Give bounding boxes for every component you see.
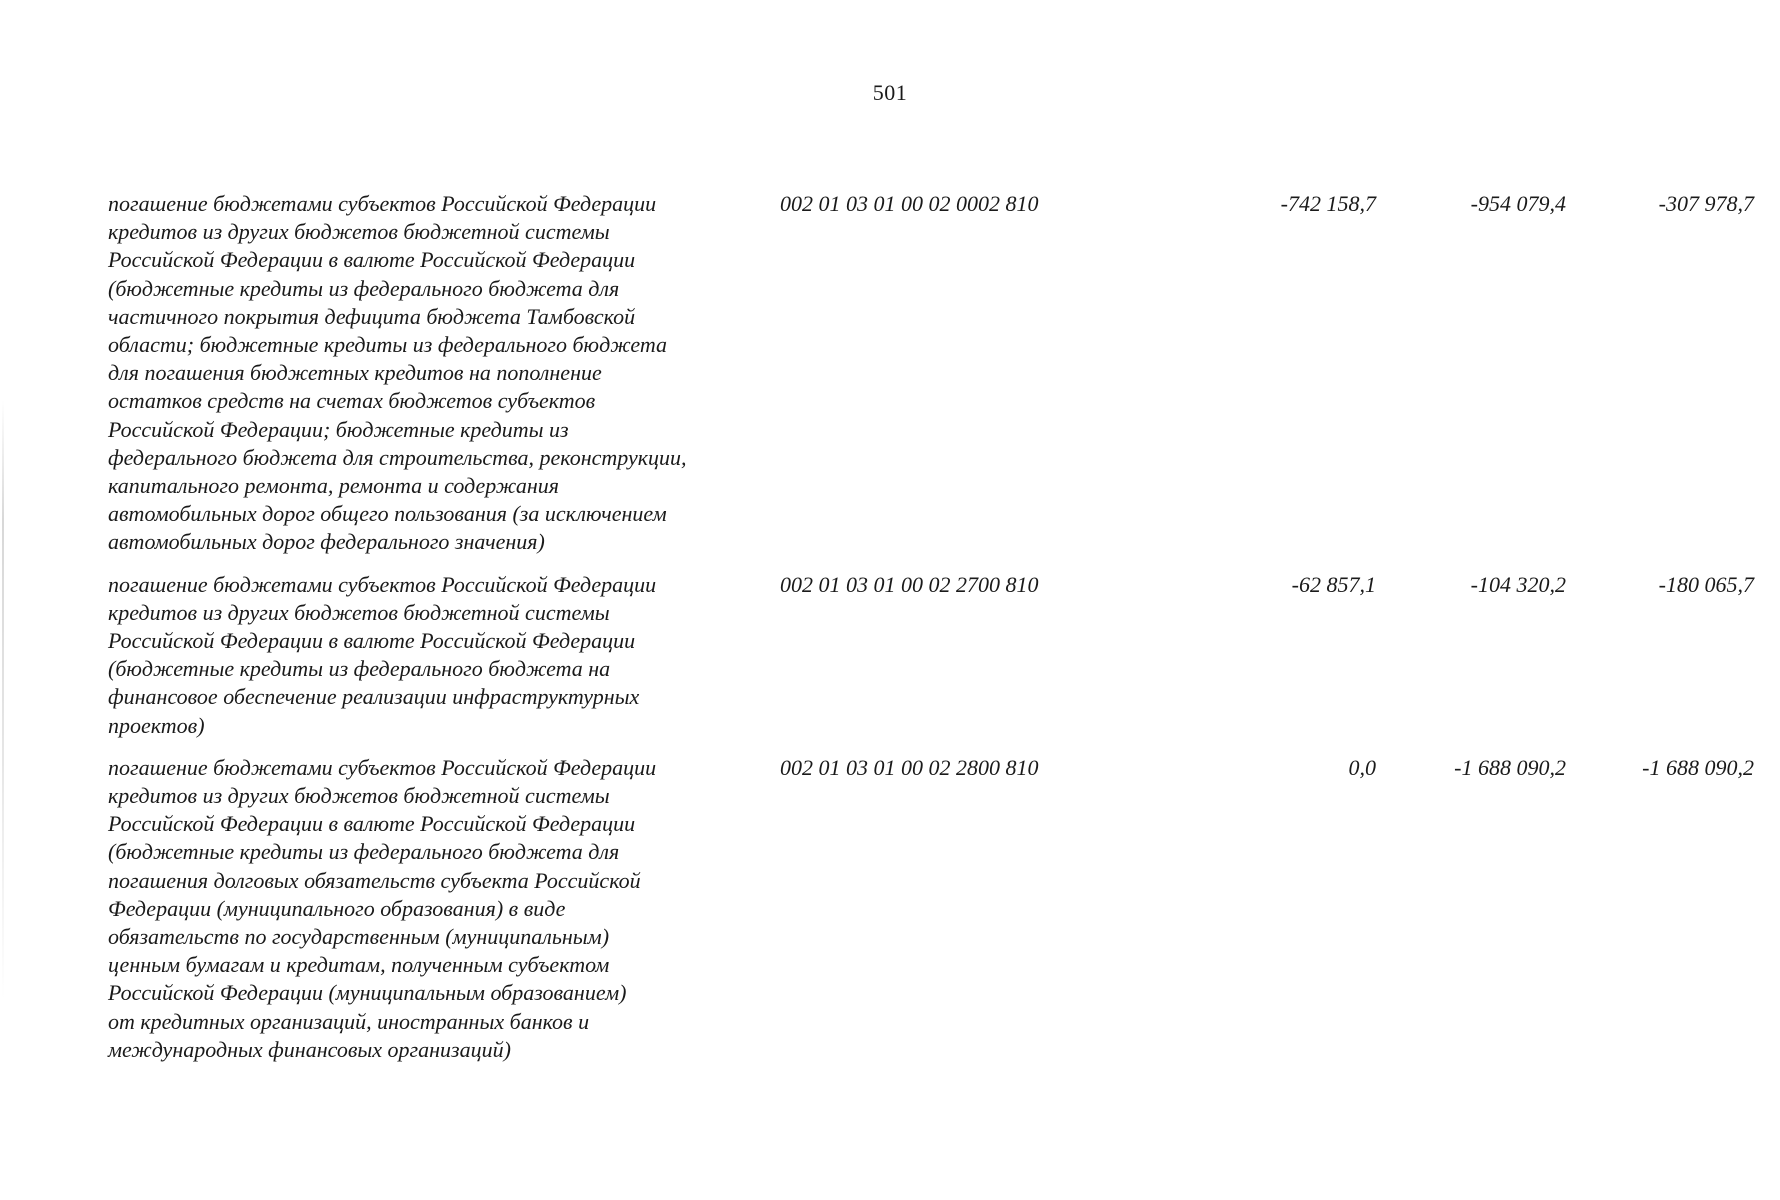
row-value-2: -954 079,4	[1470, 191, 1566, 216]
row-value-2: -1 688 090,2	[1454, 754, 1566, 780]
row-code: 002 01 03 01 00 02 2700 810	[780, 571, 1039, 597]
table-row	[108, 754, 1754, 1064]
table-row	[108, 571, 1754, 740]
row-description: погашение бюджетами субъектов Российской Федерации кредитов из других бюджетов бюджетной системы Российской Федерации в валюте Российской Федерации (бюджетные кредиты из федерального бюджета на финансовое обеспечение реализации инфраструктурных проектов)	[108, 571, 657, 738]
page-number: 501	[872, 80, 908, 105]
row-value-3: -180 065,7	[1658, 571, 1754, 597]
row-value-1: -742 158,7	[1280, 191, 1376, 216]
row-value-3: -307 978,7	[1658, 191, 1754, 216]
row-value-2: -104 320,2	[1470, 571, 1566, 597]
row-code: 002 01 03 01 00 02 0002 810	[780, 191, 1039, 216]
row-value-3: -1 688 090,2	[1642, 754, 1754, 780]
row-description: погашение бюджетами субъектов Российской Федерации кредитов из других бюджетов бюджетной системы Российской Федерации в валюте Российской Федерации (бюджетные кредиты из федерального бюджета для погашения долговых обязательств субъекта Российской Федерации (муниципального образования) в виде обязательств по государственным (муниципальным) ценным бумагам и кредитам, полученным субъектом Российской Федерации (муниципальным образованием) от кредитных организаций, иностранных банков и международных финансовых организаций)	[108, 754, 657, 1062]
scan-edge-artifact	[2, 400, 4, 1000]
row-value-1: 0,0	[1348, 754, 1376, 780]
row-description: погашение бюджетами субъектов Российской Федерации кредитов из других бюджетов бюджетной системы Российской Федерации в валюте Российской Федерации (бюджетные кредиты из федерального бюджета для частичного покрытия дефицита бюджета Тамбовской области; бюджетные кредиты из федерального бюджета для погашения бюджетных кредитов на пополнение остатков средств на счетах бюджетов субъектов Российской Федерации; бюджетные кредиты из федерального бюджета для строительства, реконструкции, капитального ремонта, ремонта и содержания автомобильных дорог общего пользования (за исключением автомобильных дорог федерального значения)	[108, 191, 687, 555]
row-code: 002 01 03 01 00 02 2800 810	[780, 754, 1039, 780]
row-value-1: -62 857,1	[1291, 571, 1376, 597]
table-row	[108, 190, 1754, 557]
budget-table	[108, 190, 1754, 1078]
